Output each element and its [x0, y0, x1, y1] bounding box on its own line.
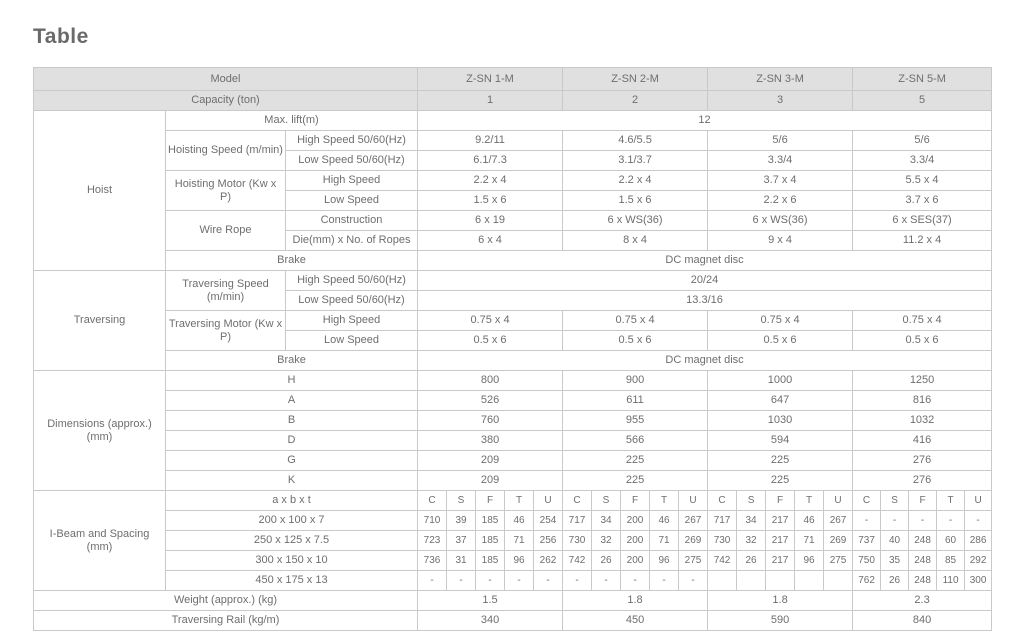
value-cell: 3.3/4: [853, 151, 992, 171]
header-cell: Z-SN 1-M: [418, 68, 563, 91]
ibeam-cell: U: [534, 491, 563, 511]
value-cell: DC magnet disc: [418, 251, 992, 271]
ibeam-cell: 710: [418, 511, 447, 531]
ibeam-cell: -: [621, 571, 650, 591]
value-cell: 9.2/11: [418, 131, 563, 151]
ibeam-cell: 217: [766, 551, 795, 571]
ibeam-cell: 185: [476, 511, 505, 531]
row-label-cell: Low Speed 50/60(Hz): [286, 151, 418, 171]
value-cell: 566: [563, 431, 708, 451]
ibeam-cell: -: [881, 511, 909, 531]
table-row: [34, 591, 992, 611]
table-row: [34, 491, 992, 511]
ibeam-cell: 750: [853, 551, 881, 571]
value-cell: 2.2 x 6: [708, 191, 853, 211]
row-label-cell: G: [166, 451, 418, 471]
row-label-cell: Traversing Motor (Kw x P): [166, 311, 286, 351]
ibeam-cell: -: [418, 571, 447, 591]
ibeam-cell: 217: [766, 511, 795, 531]
value-cell: 1032: [853, 411, 992, 431]
value-cell: 526: [418, 391, 563, 411]
row-label-cell: Low Speed: [286, 331, 418, 351]
ibeam-cell: 26: [592, 551, 621, 571]
ibeam-cell: 39: [447, 511, 476, 531]
value-cell: 816: [853, 391, 992, 411]
ibeam-cell: U: [679, 491, 708, 511]
ibeam-cell: 71: [505, 531, 534, 551]
ibeam-cell: 267: [679, 511, 708, 531]
row-label-cell: Low Speed 50/60(Hz): [286, 291, 418, 311]
ibeam-cell: F: [909, 491, 937, 511]
row-label-cell: 450 x 175 x 13: [166, 571, 418, 591]
ibeam-cell: 248: [909, 571, 937, 591]
row-label-cell: Traversing Speed (m/min): [166, 271, 286, 311]
row-label-cell: Wire Rope: [166, 211, 286, 251]
ibeam-cell: 40: [881, 531, 909, 551]
ibeam-cell: U: [965, 491, 992, 511]
value-cell: 0.75 x 4: [853, 311, 992, 331]
table-row: [34, 251, 992, 271]
value-cell: 1250: [853, 371, 992, 391]
ibeam-cell: -: [563, 571, 592, 591]
table-row: [34, 68, 992, 91]
value-cell: 5/6: [708, 131, 853, 151]
ibeam-cell: -: [650, 571, 679, 591]
value-cell: 225: [708, 451, 853, 471]
ibeam-cell: F: [766, 491, 795, 511]
ibeam-cell: 269: [679, 531, 708, 551]
ibeam-cell: -: [592, 571, 621, 591]
ibeam-cell: 262: [534, 551, 563, 571]
ibeam-cell: 26: [881, 571, 909, 591]
ibeam-cell: S: [881, 491, 909, 511]
ibeam-cell: -: [447, 571, 476, 591]
ibeam-cell: F: [621, 491, 650, 511]
table-row: [34, 271, 992, 291]
ibeam-cell: 46: [795, 511, 824, 531]
row-label-cell: I-Beam and Spacing (mm): [34, 491, 166, 591]
value-cell: 647: [708, 391, 853, 411]
value-cell: 6 x SES(37): [853, 211, 992, 231]
ibeam-cell: 26: [737, 551, 766, 571]
ibeam-cell: 275: [824, 551, 853, 571]
ibeam-cell: 730: [563, 531, 592, 551]
row-label-cell: Weight (approx.) (kg): [34, 591, 418, 611]
ibeam-cell: U: [824, 491, 853, 511]
value-cell: 20/24: [418, 271, 992, 291]
row-label-cell: Hoisting Motor (Kw x P): [166, 171, 286, 211]
ibeam-cell: 71: [795, 531, 824, 551]
ibeam-cell: 96: [505, 551, 534, 571]
page-title: Table: [33, 25, 89, 48]
ibeam-cell: 60: [937, 531, 965, 551]
ibeam-cell: -: [909, 511, 937, 531]
ibeam-cell: S: [592, 491, 621, 511]
value-cell: 450: [563, 611, 708, 631]
ibeam-cell: F: [476, 491, 505, 511]
table-row: [34, 211, 992, 231]
ibeam-cell: 96: [650, 551, 679, 571]
table-row: [34, 551, 992, 571]
value-cell: DC magnet disc: [418, 351, 992, 371]
value-cell: 2.3: [853, 591, 992, 611]
table-row: [34, 571, 992, 591]
value-cell: 416: [853, 431, 992, 451]
row-label-cell: B: [166, 411, 418, 431]
value-cell: 3.7 x 6: [853, 191, 992, 211]
value-cell: 1.8: [708, 591, 853, 611]
value-cell: 276: [853, 451, 992, 471]
ibeam-cell: C: [418, 491, 447, 511]
ibeam-cell: 200: [621, 511, 650, 531]
ibeam-cell: 31: [447, 551, 476, 571]
row-label-cell: K: [166, 471, 418, 491]
row-label-cell: H: [166, 371, 418, 391]
ibeam-cell: 34: [592, 511, 621, 531]
value-cell: 1000: [708, 371, 853, 391]
value-cell: 0.75 x 4: [563, 311, 708, 331]
ibeam-cell: 742: [708, 551, 737, 571]
ibeam-cell: C: [853, 491, 881, 511]
row-label-cell: Traversing Rail (kg/m): [34, 611, 418, 631]
ibeam-cell: [708, 571, 737, 591]
value-cell: 2.2 x 4: [418, 171, 563, 191]
ibeam-cell: [766, 571, 795, 591]
value-cell: 12: [418, 111, 992, 131]
ibeam-cell: 292: [965, 551, 992, 571]
value-cell: 8 x 4: [563, 231, 708, 251]
ibeam-cell: 35: [881, 551, 909, 571]
row-label-cell: High Speed: [286, 311, 418, 331]
row-label-cell: Brake: [166, 251, 418, 271]
ibeam-cell: T: [650, 491, 679, 511]
header-cell: 1: [418, 91, 563, 111]
ibeam-cell: 248: [909, 551, 937, 571]
header-cell: Z-SN 2-M: [563, 68, 708, 91]
header-cell: Z-SN 5-M: [853, 68, 992, 91]
table-row: [34, 531, 992, 551]
ibeam-cell: T: [505, 491, 534, 511]
row-label-cell: 250 x 125 x 7.5: [166, 531, 418, 551]
ibeam-cell: 71: [650, 531, 679, 551]
ibeam-cell: 200: [621, 551, 650, 571]
value-cell: 276: [853, 471, 992, 491]
ibeam-cell: -: [937, 511, 965, 531]
table-row: [34, 611, 992, 631]
ibeam-cell: 37: [447, 531, 476, 551]
table-row: [34, 411, 992, 431]
row-label-cell: High Speed: [286, 171, 418, 191]
value-cell: 0.75 x 4: [418, 311, 563, 331]
value-cell: 3.7 x 4: [708, 171, 853, 191]
ibeam-cell: 185: [476, 531, 505, 551]
ibeam-cell: -: [534, 571, 563, 591]
row-label-cell: Die(mm) x No. of Ropes: [286, 231, 418, 251]
value-cell: 0.5 x 6: [563, 331, 708, 351]
value-cell: 611: [563, 391, 708, 411]
row-label-cell: Max. lift(m): [166, 111, 418, 131]
table-row: [34, 311, 992, 331]
ibeam-cell: 269: [824, 531, 853, 551]
ibeam-cell: 256: [534, 531, 563, 551]
ibeam-cell: 300: [965, 571, 992, 591]
header-cell: 5: [853, 91, 992, 111]
ibeam-cell: [737, 571, 766, 591]
table-row: [34, 431, 992, 451]
value-cell: 209: [418, 471, 563, 491]
ibeam-cell: -: [476, 571, 505, 591]
value-cell: 800: [418, 371, 563, 391]
value-cell: 900: [563, 371, 708, 391]
value-cell: 1.5: [418, 591, 563, 611]
header-cell: Z-SN 3-M: [708, 68, 853, 91]
table-row: [34, 351, 992, 371]
ibeam-cell: 248: [909, 531, 937, 551]
value-cell: 380: [418, 431, 563, 451]
ibeam-cell: 46: [650, 511, 679, 531]
value-cell: 9 x 4: [708, 231, 853, 251]
row-label-cell: a x b x t: [166, 491, 418, 511]
ibeam-cell: 267: [824, 511, 853, 531]
value-cell: 3.1/3.7: [563, 151, 708, 171]
ibeam-cell: 200: [621, 531, 650, 551]
value-cell: 6.1/7.3: [418, 151, 563, 171]
ibeam-cell: 730: [708, 531, 737, 551]
ibeam-cell: T: [937, 491, 965, 511]
value-cell: 4.6/5.5: [563, 131, 708, 151]
table-row: [34, 511, 992, 531]
value-cell: 5.5 x 4: [853, 171, 992, 191]
value-cell: 225: [563, 471, 708, 491]
spec-table: [33, 67, 992, 631]
ibeam-cell: T: [795, 491, 824, 511]
value-cell: 225: [563, 451, 708, 471]
row-label-cell: High Speed 50/60(Hz): [286, 131, 418, 151]
value-cell: 3.3/4: [708, 151, 853, 171]
ibeam-cell: 275: [679, 551, 708, 571]
ibeam-cell: 736: [418, 551, 447, 571]
ibeam-cell: S: [737, 491, 766, 511]
value-cell: 340: [418, 611, 563, 631]
ibeam-cell: -: [965, 511, 992, 531]
ibeam-cell: 742: [563, 551, 592, 571]
row-label-cell: A: [166, 391, 418, 411]
value-cell: 6 x 4: [418, 231, 563, 251]
value-cell: 0.75 x 4: [708, 311, 853, 331]
table-row: [34, 111, 992, 131]
value-cell: 0.5 x 6: [853, 331, 992, 351]
value-cell: 955: [563, 411, 708, 431]
header-cell: 2: [563, 91, 708, 111]
ibeam-cell: 762: [853, 571, 881, 591]
value-cell: 0.5 x 6: [708, 331, 853, 351]
row-label-cell: 200 x 100 x 7: [166, 511, 418, 531]
ibeam-cell: C: [563, 491, 592, 511]
ibeam-cell: 286: [965, 531, 992, 551]
row-label-cell: D: [166, 431, 418, 451]
row-label-cell: Traversing: [34, 271, 166, 371]
ibeam-cell: 217: [766, 531, 795, 551]
value-cell: 1.5 x 6: [418, 191, 563, 211]
header-cell: 3: [708, 91, 853, 111]
row-label-cell: Brake: [166, 351, 418, 371]
value-cell: 11.2 x 4: [853, 231, 992, 251]
value-cell: 1.8: [563, 591, 708, 611]
value-cell: 5/6: [853, 131, 992, 151]
row-label-cell: High Speed 50/60(Hz): [286, 271, 418, 291]
ibeam-cell: 717: [563, 511, 592, 531]
value-cell: 840: [853, 611, 992, 631]
ibeam-cell: 185: [476, 551, 505, 571]
ibeam-cell: C: [708, 491, 737, 511]
ibeam-cell: -: [679, 571, 708, 591]
table-row: [34, 471, 992, 491]
ibeam-cell: [795, 571, 824, 591]
table-row: [34, 371, 992, 391]
value-cell: 6 x WS(36): [708, 211, 853, 231]
ibeam-cell: 717: [708, 511, 737, 531]
table-row: [34, 131, 992, 151]
spec-table-body: [34, 68, 992, 631]
value-cell: 209: [418, 451, 563, 471]
value-cell: 2.2 x 4: [563, 171, 708, 191]
row-label-cell: Hoist: [34, 111, 166, 271]
table-row: [34, 451, 992, 471]
table-row: [34, 391, 992, 411]
ibeam-cell: S: [447, 491, 476, 511]
ibeam-cell: 110: [937, 571, 965, 591]
ibeam-cell: 85: [937, 551, 965, 571]
header-cell: Model: [34, 68, 418, 91]
row-label-cell: Low Speed: [286, 191, 418, 211]
row-label-cell: Construction: [286, 211, 418, 231]
ibeam-cell: 34: [737, 511, 766, 531]
value-cell: 13.3/16: [418, 291, 992, 311]
ibeam-cell: [824, 571, 853, 591]
ibeam-cell: 254: [534, 511, 563, 531]
value-cell: 6 x WS(36): [563, 211, 708, 231]
ibeam-cell: 32: [592, 531, 621, 551]
value-cell: 1.5 x 6: [563, 191, 708, 211]
ibeam-cell: 737: [853, 531, 881, 551]
row-label-cell: Hoisting Speed (m/min): [166, 131, 286, 171]
ibeam-cell: -: [505, 571, 534, 591]
ibeam-cell: 96: [795, 551, 824, 571]
value-cell: 760: [418, 411, 563, 431]
row-label-cell: 300 x 150 x 10: [166, 551, 418, 571]
table-row: [34, 171, 992, 191]
value-cell: 590: [708, 611, 853, 631]
row-label-cell: Dimensions (approx.)(mm): [34, 371, 166, 491]
value-cell: 594: [708, 431, 853, 451]
value-cell: 6 x 19: [418, 211, 563, 231]
ibeam-cell: 32: [737, 531, 766, 551]
value-cell: 0.5 x 6: [418, 331, 563, 351]
ibeam-cell: 46: [505, 511, 534, 531]
value-cell: 1030: [708, 411, 853, 431]
ibeam-cell: 723: [418, 531, 447, 551]
table-row: [34, 91, 992, 111]
header-cell: Capacity (ton): [34, 91, 418, 111]
value-cell: 225: [708, 471, 853, 491]
ibeam-cell: -: [853, 511, 881, 531]
